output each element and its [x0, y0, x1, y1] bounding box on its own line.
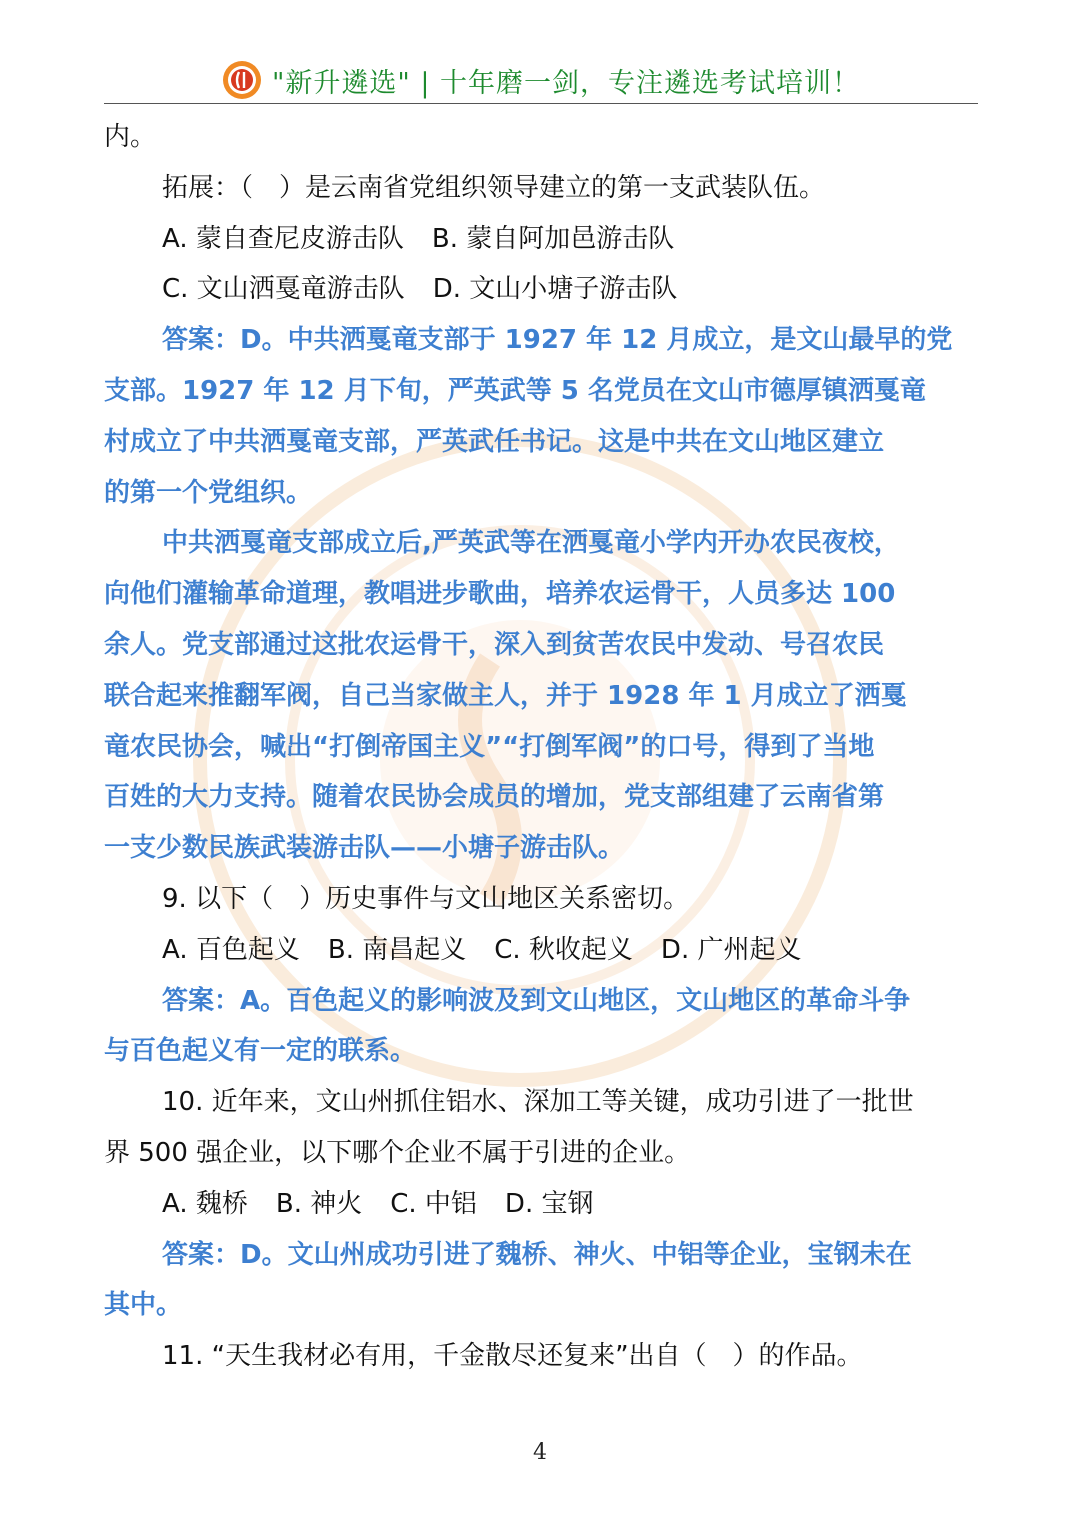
options-row — [104, 925, 978, 976]
option-b: B. 蒙自阿加邑游击队 — [431, 223, 675, 254]
answer-line: 其中。 — [104, 1290, 183, 1321]
option-a: A. 蒙自查尼皮游击队 — [162, 223, 404, 254]
option-d: D. 宝钢 — [504, 1188, 594, 1219]
answer-line: 余人。党支部通过这批农运骨干，深入到贫苦农民中发动、号召农民 — [104, 629, 885, 660]
option-d: D. 文山小塘子游击队 — [432, 274, 678, 305]
option-c: C. 中铝 — [390, 1188, 477, 1219]
option-a: A. 百色起义 — [162, 934, 300, 965]
question-9: 9. 以下（ ）历史事件与文山地区关系密切。 — [162, 883, 690, 914]
answer-line: 中共洒戛竜支部成立后,严英武等在洒戛竜小学内开办农民夜校， — [162, 528, 900, 559]
seal-logo-icon — [222, 60, 262, 100]
option-b: B. 南昌起义 — [327, 934, 467, 965]
page-number: 4 — [533, 1440, 547, 1465]
option-d: D. 广州起义 — [660, 934, 802, 965]
answer-line: 答案：A。百色起义的影响波及到文山地区，文山地区的革命斗争 — [162, 985, 911, 1016]
options-row — [104, 214, 978, 265]
option-c: C. 秋收起义 — [494, 934, 633, 965]
question-10: 10. 近年来，文山州抓住铝水、深加工等关键，成功引进了一批世 — [162, 1087, 914, 1118]
text-line: 内。 — [104, 122, 157, 152]
header-title: "新升遴选" | 十年磨一剑，专注遴选考试培训！ — [271, 67, 861, 99]
question-extension: 拓展：（ ）是云南省党组织领导建立的第一支武装队伍。 — [162, 172, 826, 203]
answer-line: 联合起来推翻军阀，自己当家做主人，并于 1928 年 1 月成立了洒戛 — [104, 680, 907, 711]
answer-line: 答案：D。中共洒戛竜支部于 1927 年 12 月成立，是文山最早的党 — [162, 325, 953, 356]
options-row — [104, 1179, 978, 1230]
option-b: B. 神火 — [275, 1188, 363, 1219]
answer-line: 的第一个党组织。 — [104, 477, 313, 508]
option-c: C. 文山洒戛竜游击队 — [162, 274, 405, 305]
question-11: 11. “天生我材必有用，千金散尽还复来”出自（ ）的作品。 — [162, 1341, 863, 1372]
answer-line: 答案：D。文山州成功引进了魏桥、神火、中铝等企业，宝钢未在 — [162, 1239, 912, 1270]
options-row — [104, 264, 978, 315]
document-body — [104, 112, 978, 1382]
answer-line: 向他们灌输革命道理，教唱进步歌曲，培养农运骨干，人员多达 100 — [104, 579, 896, 610]
answer-line: 与百色起义有一定的联系。 — [104, 1036, 417, 1067]
answer-line: 支部。1927 年 12 月下旬，严英武等 5 名党员在文山市德厚镇洒戛竜 — [104, 375, 926, 406]
page-header — [104, 56, 978, 104]
header-divider — [104, 103, 978, 104]
option-a: A. 魏桥 — [162, 1188, 248, 1219]
answer-line: 百姓的大力支持。随着农民协会成员的增加，党支部组建了云南省第 — [104, 782, 885, 813]
text-line: 界 500 强企业，以下哪个企业不属于引进的企业。 — [104, 1137, 691, 1168]
answer-line: 一支少数民族武装游击队——小塘子游击队。 — [104, 833, 625, 864]
answer-line: 村成立了中共洒戛竜支部，严英武任书记。这是中共在文山地区建立 — [104, 426, 885, 457]
answer-line: 竜农民协会，喊出“打倒帝国主义”“打倒军阀”的口号，得到了当地 — [104, 731, 875, 762]
